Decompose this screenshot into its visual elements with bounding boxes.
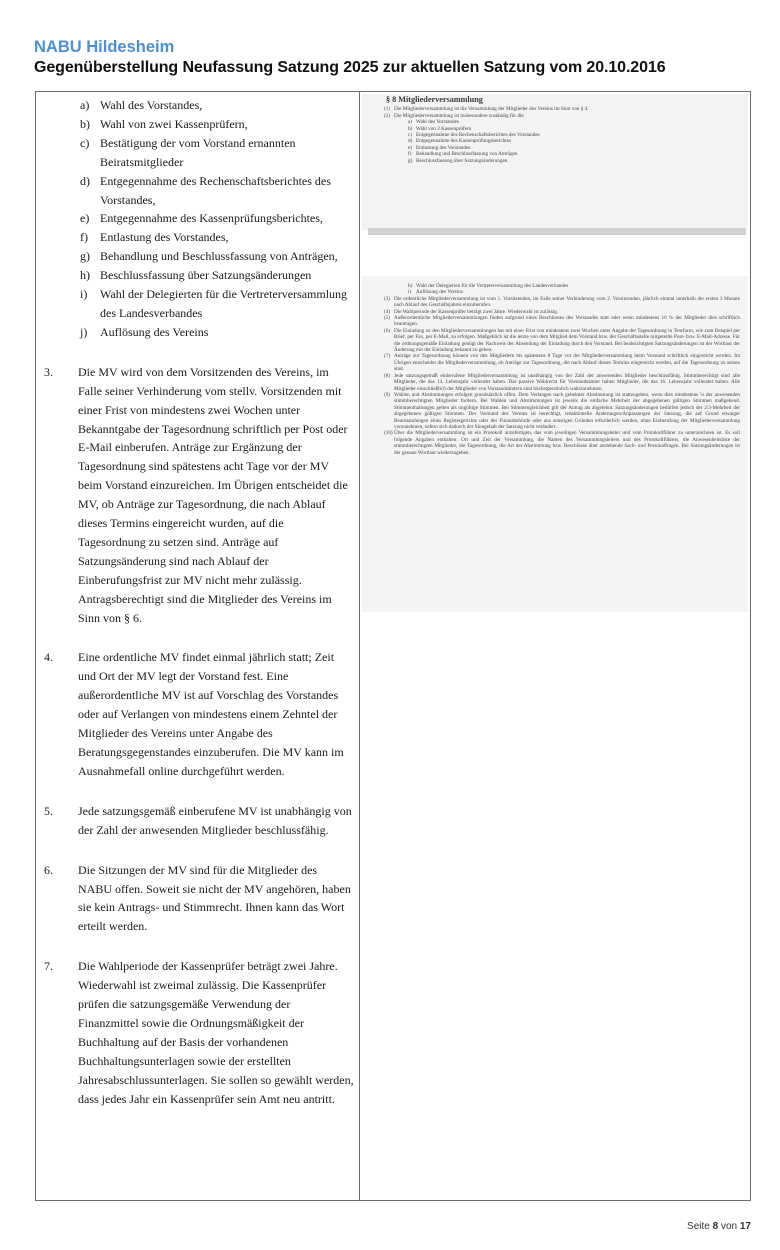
list-text: Wahl von zwei Kassenprüfern, [100, 116, 248, 131]
scan-paragraph-number: (10) [384, 430, 393, 437]
scan-list-item [372, 158, 740, 164]
scan-paragraph-number: (6) [384, 327, 391, 334]
scan-paragraph [372, 315, 740, 328]
paragraph-3 [44, 363, 354, 628]
scan-list-text: Wahl des Vorstandes [416, 119, 459, 126]
page-label: Seite [687, 1221, 710, 1232]
list-letter: e) [80, 211, 90, 226]
scan-paragraph-text: Die Einladung zu den Mitgliederversammlungen hat mit einer Frist von mindestens zwei Wochen unter Angabe der Tagesordnung in Textform, wie zum Beispiel per Brief, per Fax, per E-Mail, zu erfolgen. Maßgeblich ist die letzte von dem Mitglied dem Vorstand bzw. der Geschäftsstelle mitgeteilte Post- bzw. E-Mail-Adresse. Für die ordnungsgemäße Einladung genügt der Nachweis der Absendung der Einladung durch den Vorstand. Bei beabsichtigten Satzungsänderungen ist der Wortlaut der Änderung mit der Einladung bekannt zu geben. [394, 327, 740, 354]
list-item [44, 96, 354, 115]
list-item [44, 266, 354, 285]
scan-list-text: Auflösung des Vereins [416, 289, 463, 296]
list-item [44, 172, 354, 210]
list-item [44, 209, 354, 228]
scan-list-letter: f) [408, 151, 412, 158]
scan-paragraph-number: (9) [384, 391, 391, 398]
list-item [44, 134, 354, 172]
paragraph-number: 4. [44, 650, 53, 665]
list-text: Entgegennahme des Rechenschaftsberichtes des Vorstandes, [100, 173, 331, 207]
list-text: Wahl des Vorstandes, [100, 98, 203, 112]
scan-list-text: Wahl der Delegierten für die Vertreterversammlung des Landesverbandes [416, 283, 569, 289]
scan-paragraph [372, 392, 740, 430]
paragraph-text: Die Sitzungen der MV sind für die Mitglieder des NABU offen. Soweit sie nicht der MV angehören, haben sie kein Antrags- und Stimmrecht. Ihnen kann das Wort erteilt werden. [78, 862, 351, 934]
scan-paragraph-text: Die ordentliche Mitgliederversammlung ist vom 1. Vorsitzenden, im Falle seiner Verhinderung vom 2. Vorsitzenden, jährlich einmal innerhalb der ersten 3 Monate nach Ablauf des Geschäftsjahres einzuberufen. [394, 295, 740, 309]
list-letter: h) [80, 268, 90, 283]
paragraph-text: Jede satzungsgemäß einberufene MV ist unabhängig von der Zahl der anwesenden Mitglieder beschlussfähig. [78, 803, 352, 837]
scan-page-break [368, 228, 746, 235]
responsibilities-list [44, 96, 354, 342]
list-item [44, 323, 354, 342]
new-version-column [44, 96, 354, 1130]
scan-list-text: Entlastung des Vorstandes [416, 144, 471, 151]
paragraph-number: 6. [44, 862, 53, 877]
old-version-column [362, 94, 748, 1198]
list-letter: g) [80, 249, 90, 264]
list-letter: f) [80, 230, 88, 245]
scan-paragraph-number: (5) [384, 315, 391, 322]
scanned-excerpt-top [362, 94, 748, 230]
paragraph-text: Die Wahlperiode der Kassenprüfer beträgt zwei Jahre. Wiederwahl ist zweimal zulässig. Die Kassenprüfer prüfen die satzungsgemäße Verwendung der Finanzmittel sowie die Ordnungsmäßigkeit der Buchhaltung auf der Basis der vorhandenen Buchhaltungsunterlagen sowie der erstellten Jahresabschlussunterlagen. Sie sollen so gewählt werden, dass jedes Jahr ein Kassenprüfer sein Amt neu antritt. [78, 959, 354, 1106]
scan-paragraph-number: (1) [384, 106, 391, 113]
scan-paragraph-text: Außerordentliche Mitgliederversammlungen finden aufgrund eines Beschlusses des Vorstandes statt oder wenn mindestens 10 % der Mitglieder dies schriftlich beantragen. [394, 315, 740, 328]
scan-list-letter: b) [408, 125, 413, 132]
scan-paragraph-text: Die Mitgliederversammlung ist insbesondere zuständig für die [394, 112, 524, 119]
page-separator: von [720, 1221, 738, 1232]
list-item [44, 285, 354, 323]
scan-paragraph-number: (3) [384, 295, 391, 302]
scan-paragraph-number: (4) [384, 308, 391, 315]
page-current: 8 [712, 1221, 719, 1232]
list-item [44, 228, 354, 247]
scanned-excerpt-bottom [362, 276, 748, 612]
scan-list-letter: h) [408, 283, 413, 289]
list-text: Bestätigung der vom Vorstand ernannten Beiratsmitglieder [100, 135, 296, 169]
list-letter: b) [80, 116, 90, 131]
scan-list-text: Entgegennahme des Rechenschaftsberichtes des Vorstandes [416, 132, 540, 139]
scan-paragraph [372, 296, 740, 309]
scan-paragraph-number: (7) [384, 353, 391, 360]
paragraph-text: Die MV wird von dem Vorsitzenden des Vereins, im Falle seiner Verhinderung vom stellv. Vorsitzenden mit einer Frist von mindestens zwei Wochen unter Bekanntgabe der Tagesordnung schriftlich per Post oder E-Mail einberufen. Anträge zur Ergänzung der Tagesordnung sind spätestens acht Tage vor der MV beim Vorstand einzureichen. Im Übrigen entscheidet die MV, ob Anträge zur Tagesordnung, die nach Ablauf dieses Termins eingereicht wurden, auf die Tagesordnung zu setzen sind. Anträge auf Satzungsänderung sind nach Ablauf der Einberufungsfrist zur MV nicht mehr zulässig. Antragsberechtigt sind die Mitglieder des Vereins im Sinn von § 6. [78, 364, 348, 625]
paragraph-text: Eine ordentliche MV findet einmal jährlich statt; Zeit und Ort der MV legt der Vorstand fest. Eine außerordentliche MV ist auf Vorschlag des Vorstandes oder auf Verlangen von mindestens einem Zehntel der Mitglieder des Vereins unter Angabe des Beratungsgegenstandes einzuberufen. Die MV kann im Ausnahmefall online durchgeführt werden. [78, 650, 344, 778]
scan-list-letter: d) [408, 138, 413, 145]
list-item [44, 247, 354, 266]
list-letter: a) [80, 98, 90, 112]
list-text: Beschlussfassung über Satzungsänderungen [100, 268, 312, 283]
paragraph-5 [44, 802, 354, 840]
scan-paragraph [372, 430, 740, 456]
paragraph-number: 7. [44, 959, 53, 974]
list-letter: i) [80, 287, 88, 302]
scan-paragraph [372, 353, 740, 372]
column-divider [359, 91, 360, 1201]
scan-paragraph [372, 373, 740, 392]
scan-paragraph-number: (2) [384, 112, 391, 119]
scan-list-letter: i) [408, 289, 412, 296]
paragraph-number: 5. [44, 803, 53, 818]
scan-paragraph-text: Die Mitgliederversammlung ist die Versammlung der Mitglieder des Vereins im Sinn von § 4. [394, 106, 589, 113]
list-text: Auflösung des Vereins [100, 324, 209, 339]
section-heading: § 8 Mitgliederversammlung [386, 95, 483, 104]
organization-name: NABU Hildesheim [34, 38, 175, 56]
scan-list-text: Behandlung und Beschlussfassung von Anträgen [416, 151, 518, 158]
scan-paragraph [372, 328, 740, 354]
scan-paragraph-text: Über die Mitgliederversammlung ist ein Protokoll anzufertigen, das vom jeweiligen Versammlungsleiter und vom Protokollführer zu unterzeichnen ist. Es soll folgende Angaben enthalten: Ort und Zeit der Versammlung, die Namen des Versammlungsleiters und des Protokollführers, die Anwesenheitsliste der stimmberechtigten Mitglieder, die Tagesordnung, die Art der Abstimmung bzw. Beschlüsse über anstehende Sach- und Personalfragen. Bei Satzungsänderungen ist der genaue Wortlaut wiederzugeben. [394, 430, 740, 456]
list-text: Behandlung und Beschlussfassung von Anträgen, [100, 249, 338, 264]
page-number [687, 1221, 751, 1232]
scan-list-letter: g) [408, 157, 413, 164]
list-text: Entlastung des Vorstandes, [100, 230, 229, 245]
scan-list-text: Wahl von 2 Kassenprüfern [416, 125, 472, 132]
scan-paragraph-text: Jede satzungsgemäß einberufene Mitgliederversammlung ist unabhängig von der Zahl der anwesenden Mitglieder beschlussfähig. Stimmberechtigt sind alle Mitglieder, die das 14. Lebensjahr vollendet haben. Das passive Wahlrecht für Vorstandsämter haben Mitglieder, die das 16. Lebensjahr vollendet haben. Alle Mitglieder einschließlich der Mitglieder von Vorstandsämtern sind höchstpersönlich wahrzunehmen. [394, 372, 740, 392]
scan-list-text: Beschlussfassung über Satzungsänderungen [416, 157, 508, 164]
paragraph-7 [44, 957, 354, 1108]
paragraph-6 [44, 861, 354, 937]
scan-list-letter: c) [408, 132, 413, 139]
paragraph-4 [44, 648, 354, 780]
list-letter: d) [80, 173, 90, 188]
scan-paragraph-text: Wahlen und Abstimmungen erfolgen grundsätzlich offen. Dem Verlangen nach geheimer Abstimmung ist stattzugeben, wenn dies mindestens ¼ der anwesenden stimmberechtigten Mitglieder fordern. Bei Wahlen und Abstimmungen ist jeweils die einfache Mehrheit der abgegebenen gültigen Stimmen maßgebend. Stimmenthaltungen gelten als ungültige Stimmen. Bei Stimmengleichheit gilt der Antrag als abgelehnt. Satzungsänderungen bedürfen jedoch der 2/3-Mehrheit der abgegebenen gültigen Stimmen. Der Vorstand des Vereins ist berechtigt, redaktionelle Änderungen/Anpassungen der Satzung, die auf Grund etwaiger Beanstandungen eines Registergerichts oder der Finanzbehörde oder aus sonstigen Gründen erforderlich werden, ohne Einberufung der Mitgliederversammlung vorzunehmen, sofern sich dadurch der Sinngehalt der Satzung nicht verändert. [394, 391, 740, 430]
list-letter: j) [80, 324, 88, 339]
list-text: Wahl der Delegierten für die Vertreterversammlung des Landesverbandes [100, 287, 348, 320]
scan-list-letter: e) [408, 144, 413, 151]
list-letter: c) [80, 135, 90, 150]
scan-paragraph-text: Anträge zur Tagesordnung können von den Mitgliedern bis spätestens 8 Tage vor der Mitgliederversammlung beim Vorstand schriftlich eingereicht werden. Im Übrigen entscheidet die Mitgliederversammlung, ob Anträge zur Tagesordnung, die nach Ablauf dieses Termins eingereicht werden, auf die Tagesordnung zu setzen sind. [394, 353, 740, 373]
scan-list-text: Entgegennahme des Kassenprüfungsberichtes [416, 138, 512, 145]
list-text: Entgegennahme des Kassenprüfungsberichtes, [100, 211, 323, 226]
scan-list-letter: a) [408, 119, 413, 126]
scan-paragraph-text: Die Wahlperiode der Kassenprüfer beträgt zwei Jahre. Wiederwahl ist zulässig. [394, 308, 559, 315]
page-total: 17 [739, 1221, 751, 1232]
scan-paragraph-number: (8) [384, 372, 391, 379]
paragraph-number: 3. [44, 364, 53, 379]
list-item [44, 115, 354, 134]
document-title: Gegenüberstellung Neufassung Satzung 2025 zur aktuellen Satzung vom 20.10.2016 [34, 59, 666, 76]
